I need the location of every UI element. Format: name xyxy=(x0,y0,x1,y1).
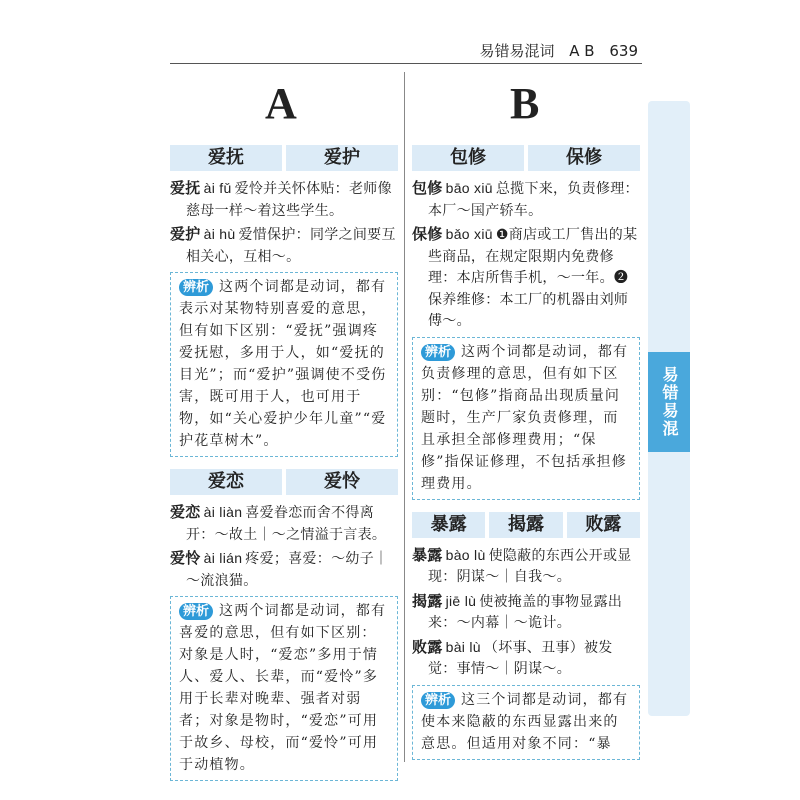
word-label: 暴露 xyxy=(412,512,485,538)
pinyin: bào lù xyxy=(445,546,486,563)
headword: 暴露 xyxy=(412,545,443,564)
word-group-header xyxy=(412,512,640,538)
dictionary-entry xyxy=(412,224,640,333)
analysis-tag: 辨析 xyxy=(179,603,213,620)
pinyin: jiē lù xyxy=(445,592,477,609)
left-column xyxy=(170,145,398,793)
definition: 爱怜并关怀体贴：老师像慈母一样～着这些学生。 xyxy=(186,181,392,219)
word-label: 爱怜 xyxy=(286,469,398,495)
header-letters: A B xyxy=(569,42,595,60)
dictionary-entry xyxy=(170,548,398,592)
dictionary-entry xyxy=(412,637,640,681)
column-divider xyxy=(404,72,405,762)
word-group-header xyxy=(170,145,398,171)
dictionary-entry xyxy=(412,178,640,222)
headword: 揭露 xyxy=(412,591,443,610)
word-group-header xyxy=(412,145,640,171)
word-label: 保修 xyxy=(528,145,640,171)
headword: 败露 xyxy=(412,637,443,656)
word-label: 揭露 xyxy=(489,512,562,538)
definition: ❶商店或工厂售出的某些商品，在规定限期内免费修理：本店所售手机，～一年。❷保养维修：本工厂的机器由刘师傅～。 xyxy=(428,227,638,329)
page-number: 639 xyxy=(609,42,638,60)
header-rule xyxy=(170,63,642,64)
analysis-tag: 辨析 xyxy=(421,692,455,709)
analysis-text: 这两个词都是动词，都有表示对某物特别喜爱的意思，但有如下区别：“爱抚”强调疼爱抚慰，多用于人，如“爱抚的目光”；而“爱护”强调使不受伤害，既可用于人，也可用于物，如“关心爱护少年儿童”“爱护花草树木”。 xyxy=(179,279,387,449)
pinyin: ài hù xyxy=(203,226,236,242)
word-label: 败露 xyxy=(567,512,640,538)
section-letter-a: A xyxy=(265,79,297,128)
headword: 爱护 xyxy=(170,225,201,243)
dictionary-entry xyxy=(170,178,398,222)
definition: 使隐蔽的东西公开或显现：阴谋～｜自我～。 xyxy=(428,547,632,585)
dictionary-entry xyxy=(412,591,640,635)
headword: 爱怜 xyxy=(170,549,201,567)
section-letter-b: B xyxy=(510,79,540,128)
word-label: 包修 xyxy=(412,145,524,171)
dictionary-entry xyxy=(170,224,398,268)
definition: 总揽下来，负责修理：本厂～国产轿车。 xyxy=(428,181,639,219)
header-title: 易错易混词 xyxy=(479,42,555,60)
pinyin: bāo xiū xyxy=(445,180,493,196)
headword: 爱恋 xyxy=(170,503,201,521)
word-label: 爱护 xyxy=(286,145,398,171)
pinyin: bǎo xiū xyxy=(445,226,493,242)
definition: （坏事、丑事）被发觉：事情～｜阴谋～。 xyxy=(428,639,613,677)
dictionary-entry xyxy=(412,545,640,589)
headword: 保修 xyxy=(412,225,443,243)
pinyin: ài liàn xyxy=(203,504,243,520)
definition: 爱惜保护：同学之间要互相关心，互相～。 xyxy=(186,227,396,265)
dictionary-entry xyxy=(170,502,398,546)
headword: 包修 xyxy=(412,179,443,197)
running-header xyxy=(469,40,638,61)
pinyin: ài fǔ xyxy=(203,180,232,196)
analysis-box xyxy=(412,685,640,760)
pinyin: ài lián xyxy=(203,550,243,566)
analysis-tag: 辨析 xyxy=(421,344,455,361)
analysis-box xyxy=(170,596,398,781)
analysis-text: 这三个词都是动词，都有使本来隐蔽的东西显露出来的意思。但适用对象不同：“暴 xyxy=(421,691,629,752)
analysis-text: 这两个词都是动词，都有负责修理的意思，但有如下区别：“包修”指商品出现质量问题时，生产厂家负责修理，而且承担全部修理费用；“保修”指保证修理，不包括承担修理费用。 xyxy=(421,343,629,492)
definition: 疼爱；喜爱：～幼子｜～流浪猫。 xyxy=(186,551,389,589)
analysis-box xyxy=(412,337,640,500)
side-tab-label: 易错易混 xyxy=(648,352,690,452)
definition: 喜爱眷恋而舍不得离开：～故土｜～之情溢于言表。 xyxy=(186,505,387,543)
pinyin: bài lù xyxy=(445,638,481,655)
word-group-header xyxy=(170,469,398,495)
definition: 使被掩盖的事物显露出来：～内幕｜～诡计。 xyxy=(428,593,623,631)
analysis-tag: 辨析 xyxy=(179,279,213,296)
analysis-box xyxy=(170,272,398,457)
analysis-text: 这两个词都是动词，都有喜爱的意思，但有如下区别：对象是人时，“爱恋”多用于情人、爱人、长辈，而“爱怜”多用于长辈对晚辈、强者对弱者；对象是物时，“爱恋”可用于故乡、母校，而“爱怜”可用于动植物。 xyxy=(179,603,387,773)
word-label: 爱抚 xyxy=(170,145,282,171)
headword: 爱抚 xyxy=(170,179,201,197)
word-label: 爱恋 xyxy=(170,469,282,495)
right-column xyxy=(412,145,640,772)
